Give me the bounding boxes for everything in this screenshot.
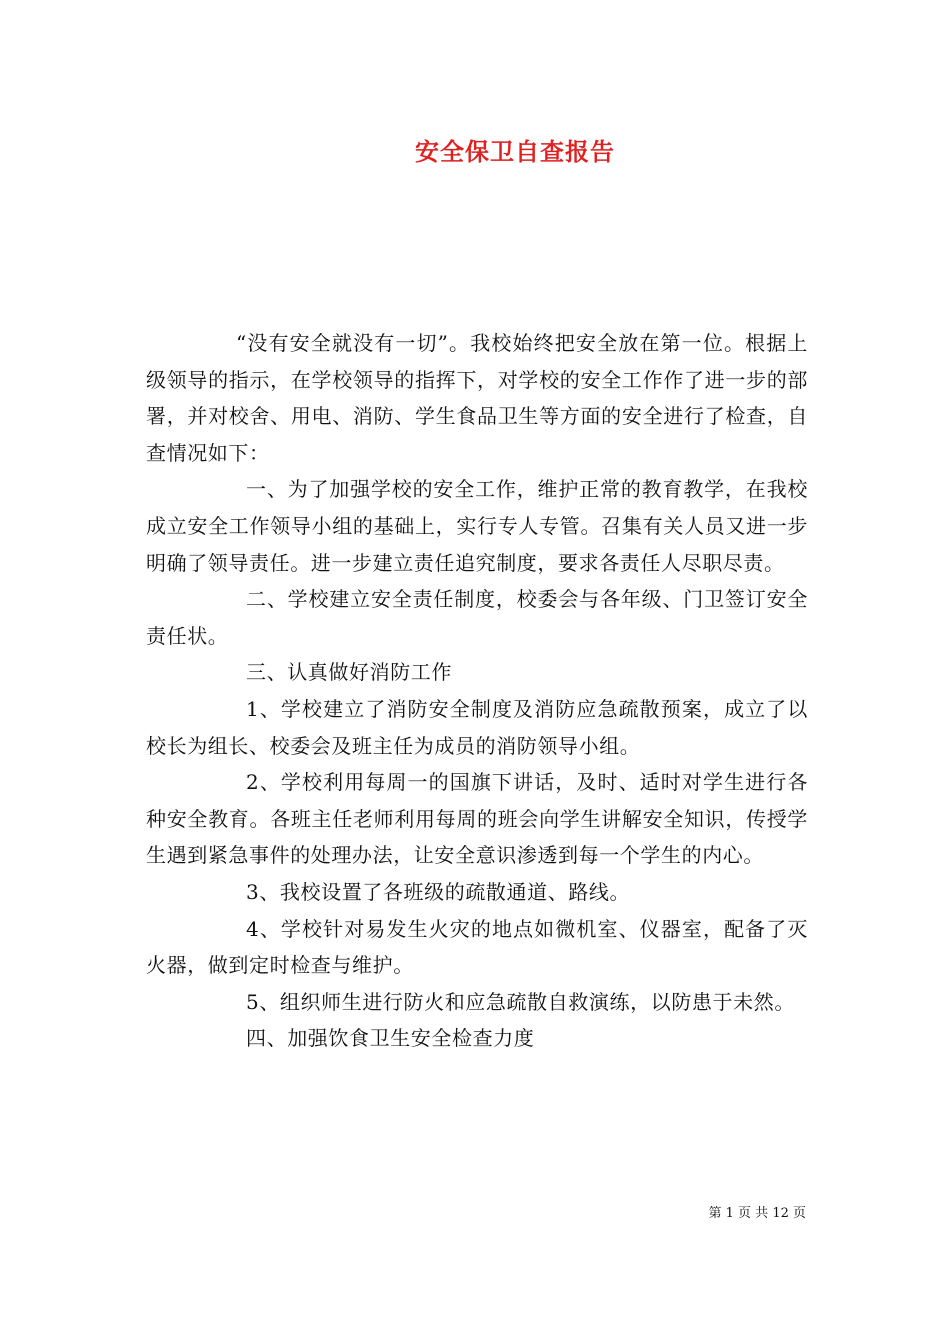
paragraph-item-1: 1、学校建立了消防安全制度及消防应急疏散预案，成立了以校长为组长、校委会及班主任为成员的消防领导小组。 [146,696,808,758]
page-number-footer: 第 1 页 共 12 页 [708,1206,806,1221]
document-title: 安全保卫自查报告 [415,137,615,166]
paragraph-item-2: 2、学校利用每周一的国旗下讲话，及时、适时对学生进行各种安全教育。各班主任老师利用每周的班会向学生讲解安全知识，传授学生遇到紧急事件的处理办法，让安全意识渗透到每一个学生的内心。 [146,770,808,868]
paragraph-section-1: 一、为了加强学校的安全工作，维护正常的教育教学，在我校成立安全工作领导小组的基础上，实行专人专管。召集有关人员又进一步明确了领导责任。进一步建立责任追究制度，要求各责任人尽职尽责。 [146,477,808,575]
paragraph-section-4-heading: 四、加强饮食卫生安全检查力度 [246,1026,535,1051]
paragraph-intro: “没有安全就没有一切”。我校始终把安全放在第一位。根据上级领导的指示，在学校领导的指挥下，对学校的安全工作作了进一步的部署，并对校舍、用电、消防、学生食品卫生等方面的安全进行了检查，自查情况如下： [146,331,808,465]
document-body [146,325,808,1057]
paragraph-section-3-heading: 三、认真做好消防工作 [246,660,452,685]
paragraph-item-5: 5、组织师生进行防火和应急疏散自救演练，以防患于未然。 [246,989,795,1014]
paragraph-item-3: 3、我校设置了各班级的疏散通道、路线。 [246,879,631,904]
paragraph-section-2: 二、学校建立安全责任制度，校委会与各年级、门卫签订安全责任状。 [146,587,808,648]
paragraph-item-4: 4、学校针对易发生火灾的地点如微机室、仪器室，配备了灭火器，做到定时检查与维护。 [146,916,808,978]
